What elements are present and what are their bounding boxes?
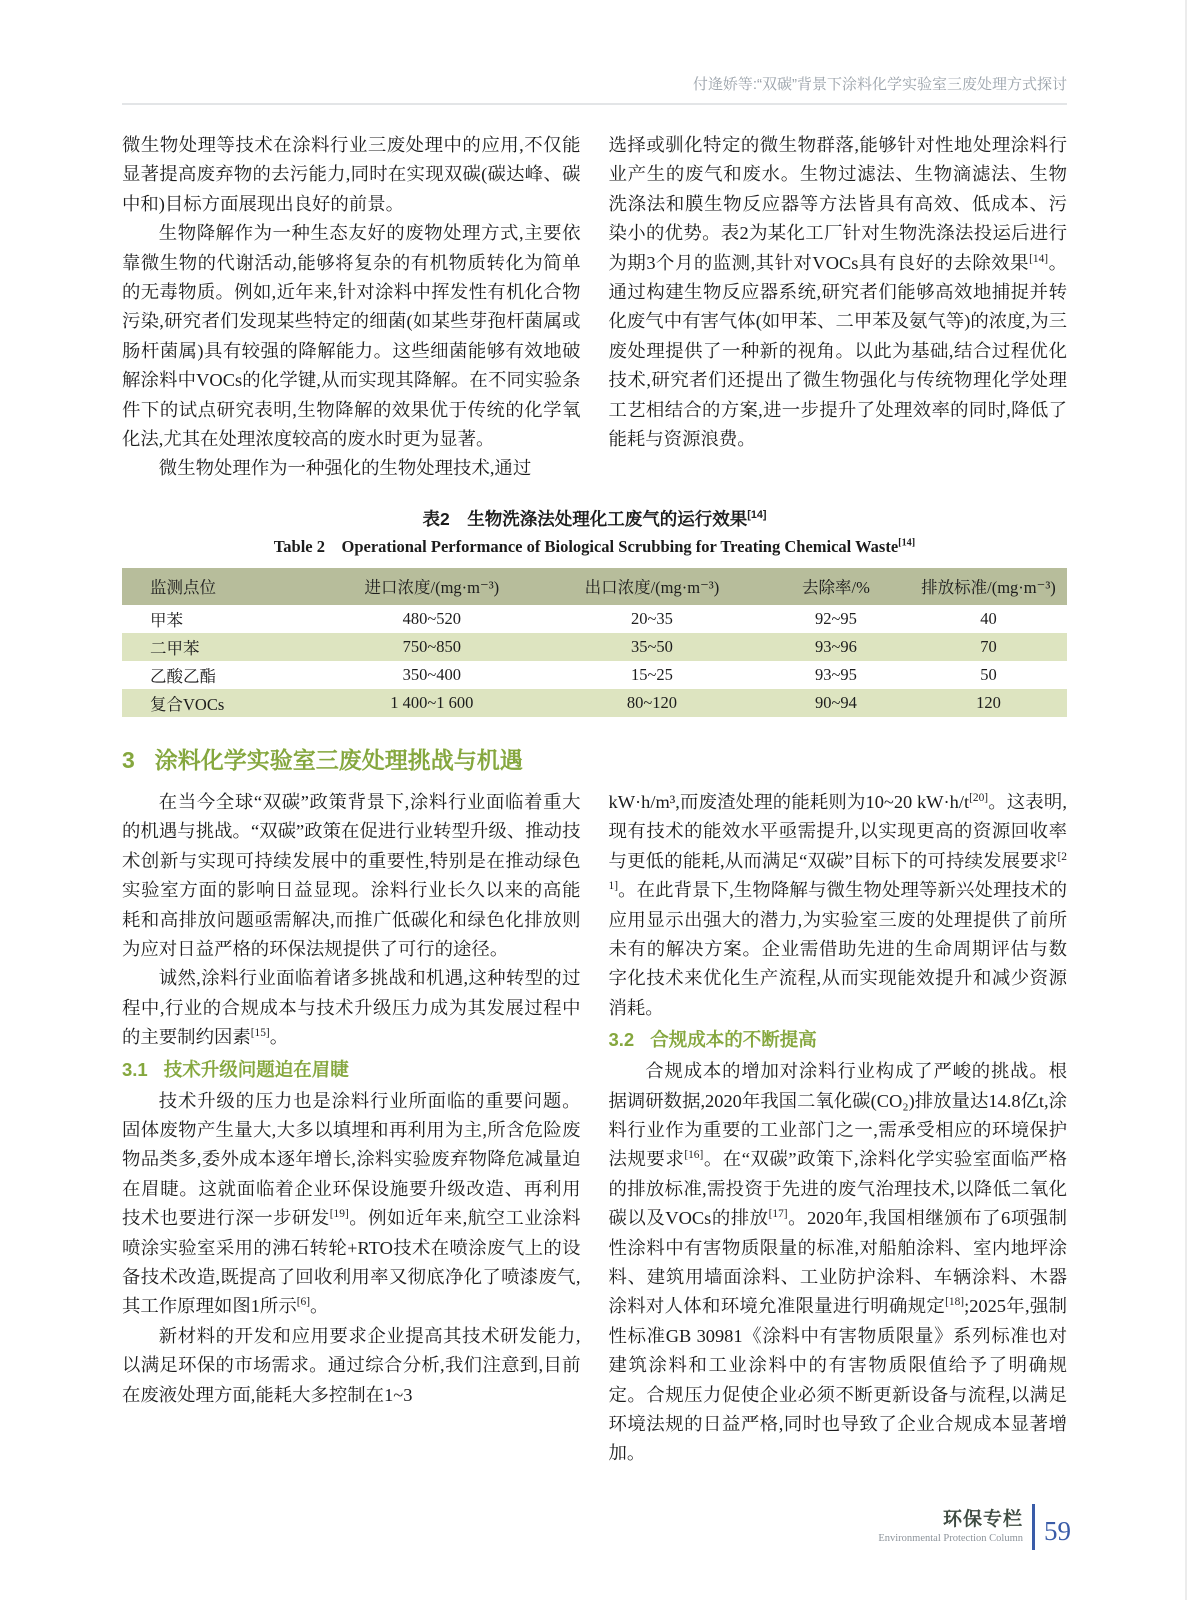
- table-header-cell: 监测点位: [122, 568, 322, 605]
- subsection-title: 技术升级问题迫在眉睫: [163, 1058, 349, 1080]
- table-cell: 750~850: [402, 636, 462, 656]
- subsection-number: 3.2: [608, 1029, 635, 1051]
- table-cell: 20~35: [630, 608, 673, 628]
- table-cell: 1 400~1 600: [390, 692, 474, 712]
- table-header-cell: 去除率/%: [762, 568, 910, 605]
- table-cell: 40: [980, 608, 997, 628]
- intro-columns: [122, 131, 1067, 484]
- subsection-3-1-heading: [122, 1055, 581, 1085]
- table-cell: 70: [980, 636, 997, 656]
- section-3-heading: [122, 744, 1067, 776]
- table-caption-zh: 表2 生物洗涤法处理化工废气的运行效果[14]: [422, 508, 767, 529]
- table-cell: 50: [980, 664, 997, 684]
- table-cell: 480~520: [402, 608, 462, 628]
- footer-labels: [878, 1510, 1023, 1545]
- table-header-row: [122, 568, 1067, 605]
- section-3-right-column: [609, 788, 1068, 1469]
- paragraph: 技术升级的压力也是涂料行业所面临的重要问题。固体废物产生量大,大多以填埋和再利用为主,所含危险废物品类多,委外成本逐年增长,涂料实验废弃物降危减量迫在眉睫。这就面临着企业环保设施要升级改造、再利用技术也要进行深一步研发[19]。例如近年来,航空工业涂料喷涂实验室采用的沸石转轮+RTO技术在喷涂废气上的设备技术改造,既提高了回收利用率又彻底净化了喷漆废气,其工作原理如图1所示[6]。: [122, 1090, 581, 1317]
- page-number: 59: [1044, 1516, 1071, 1546]
- table-cell: 15~25: [630, 664, 673, 684]
- section-number: 3: [122, 746, 135, 773]
- section-title: 涂料化学实验室三废处理挑战与机遇: [154, 746, 523, 773]
- paragraph: 微生物处理作为一种强化的生物处理技术,通过: [158, 458, 532, 479]
- table-row: [122, 689, 1067, 717]
- table-cell: 93~95: [814, 664, 857, 684]
- column-label-zh: 环保专栏: [942, 1508, 1023, 1530]
- intro-left-column: [122, 131, 581, 484]
- table-2: [122, 568, 1067, 717]
- running-head: [122, 76, 1067, 105]
- subsection-3-2-heading: [609, 1025, 1068, 1055]
- table-cell: 80~120: [626, 692, 678, 712]
- paragraph: 选择或驯化特定的微生物群落,能够针对性地处理涂料行业产生的废气和废水。生物过滤法、生物滴滤法、生物洗涤法和膜生物反应器等方法皆具有高效、低成本、污染小的优势。表2为某化工厂针对生物洗涤法投运后进行为期3个月的监测,其针对VOCs具有良好的去除效果[14]。通过构建生物反应器系统,研究者们能够高效地捕捉并转化废气中有害气体(如甲苯、二甲苯及氨气等)的浓度,为三废处理提供了一种新的视角。以此为基础,结合过程优化技术,研究者们还提出了微生物强化与传统物理化学处理工艺相结合的方案,进一步提升了处理效率的同时,降低了能耗与资源浪费。: [608, 135, 1067, 450]
- table-row: [122, 633, 1067, 661]
- table-cell: 350~400: [402, 664, 462, 684]
- table-cell: 甲苯: [150, 610, 183, 630]
- table-cell: 92~95: [814, 608, 857, 628]
- page-footer: [878, 1500, 1071, 1554]
- table-cell: 90~94: [814, 692, 857, 712]
- table-cell: 93~96: [814, 636, 857, 656]
- paragraph: kW·h/m³,而废渣处理的能耗则为10~20 kW·h/t[20]。这表明,现有技术的能效水平亟需提升,以实现更高的资源回收率与更低的能耗,从而满足“双碳”目标下的可持续发展要求[21]。在此背景下,生物降解与微生物处理等新兴处理技术的应用显示出强大的潜力,为实验室三废的处理提供了前所未有的解决方案。企业需借助先进的生命周期评估与数字化技术来优化生产流程,从而实现能效提升和减少资源消耗。: [608, 791, 1067, 1018]
- table-header-cell: 出口浓度/(mg·m⁻³): [542, 568, 762, 605]
- table-cell: 35~50: [630, 636, 673, 656]
- footer-divider: [1032, 1504, 1035, 1550]
- section-3-left-column: [122, 788, 581, 1469]
- intro-right-column: [609, 131, 1068, 484]
- paragraph: 在当今全球“双碳”政策背景下,涂料行业面临着重大的机遇与挑战。“双碳”政策在促进行业转型升级、推动技术创新与实现可持续发展中的重要性,特别是在推动绿色实验室方面的影响日益显现。涂料行业长久以来的高能耗和高排放问题亟需解决,而推广低碳化和绿色化排放则为应对日益严格的环保法规提供了可行的途径。: [122, 791, 581, 959]
- paragraph: 生物降解作为一种生态友好的废物处理方式,主要依靠微生物的代谢活动,能够将复杂的有机物质转化为简单的无毒物质。例如,近年来,针对涂料中挥发性有机化合物污染,研究者们发现某些特定的细菌(如某些芽孢杆菌属或肠杆菌属)具有较强的降解能力。这些细菌能够有效地破解涂料中VOCs的化学键,从而实现其降解。在不同实验条件下的试点研究表明,生物降解的效果优于传统的化学氧化法,尤其在处理浓度较高的废水时更为显著。: [122, 223, 581, 450]
- paragraph: 新材料的开发和应用要求企业提高其技术研发能力,以满足环保的市场需求。通过综合分析,我们注意到,目前在废液处理方面,能耗大多控制在1~3: [122, 1325, 581, 1405]
- table-cell: 乙酸乙酯: [150, 666, 216, 686]
- paragraph: 诚然,涂料行业面临着诸多挑战和机遇,这种转型的过程中,行业的合规成本与技术升级压力成为其发展过程中的主要制约因素[15]。: [122, 968, 581, 1048]
- table-cell: 120: [976, 692, 1001, 712]
- subsection-title: 合规成本的不断提高: [650, 1029, 817, 1051]
- section-3-columns: [122, 788, 1067, 1469]
- table-row: [122, 661, 1067, 689]
- subsection-number: 3.1: [122, 1058, 148, 1080]
- table-cell: 二甲苯: [150, 638, 200, 658]
- table-caption-en: Table 2 Operational Performance of Biological Scrubbing for Treating Chemical Waste[14]: [273, 536, 916, 556]
- table-2-block: [122, 506, 1067, 717]
- column-label-en: Environmental Protection Column: [878, 1532, 1023, 1544]
- table-cell: 复合VOCs: [150, 694, 225, 714]
- table-row: [122, 605, 1067, 633]
- paragraph: 微生物处理等技术在涂料行业三废处理中的应用,不仅能显著提高废弃物的去污能力,同时在实现双碳(碳达峰、碳中和)目标方面展现出良好的前景。: [122, 135, 581, 214]
- paragraph: 合规成本的增加对涂料行业构成了严峻的挑战。根据调研数据,2020年我国二氧化碳(CO₂)排放量达14.8亿t,涂料行业作为重要的工业部门之一,需承受相应的环境保护法规要求[16]。在“双碳”政策下,涂料化学实验室面临严格的排放标准,需投资于先进的废气治理技术,以降低二氧化碳以及VOCs的排放[17]。2020年,我国相继颁布了6项强制性涂料中有害物质限量的标准,对船舶涂料、室内地坪涂料、建筑用墙面涂料、工业防护涂料、车辆涂料、木器涂料对人体和环境允准限量进行明确规定[18];2025年,强制性标准GB 30981《涂料中有害物质限量》系列标准也对建筑涂料和工业涂料中的有害物质限值给予了明确规定。合规压力促使企业必须不断更新设备与流程,以满足环境法规的日益严格,同时也导致了企业合规成本显著增加。: [608, 1061, 1068, 1464]
- table-header-cell: 进口浓度/(mg·m⁻³): [322, 568, 542, 605]
- running-title: 付逄娇等:“双碳”背景下涂料化学实验室三废处理方式探讨: [692, 76, 1067, 93]
- table-header-cell: 排放标准/(mg·m⁻³): [910, 568, 1067, 605]
